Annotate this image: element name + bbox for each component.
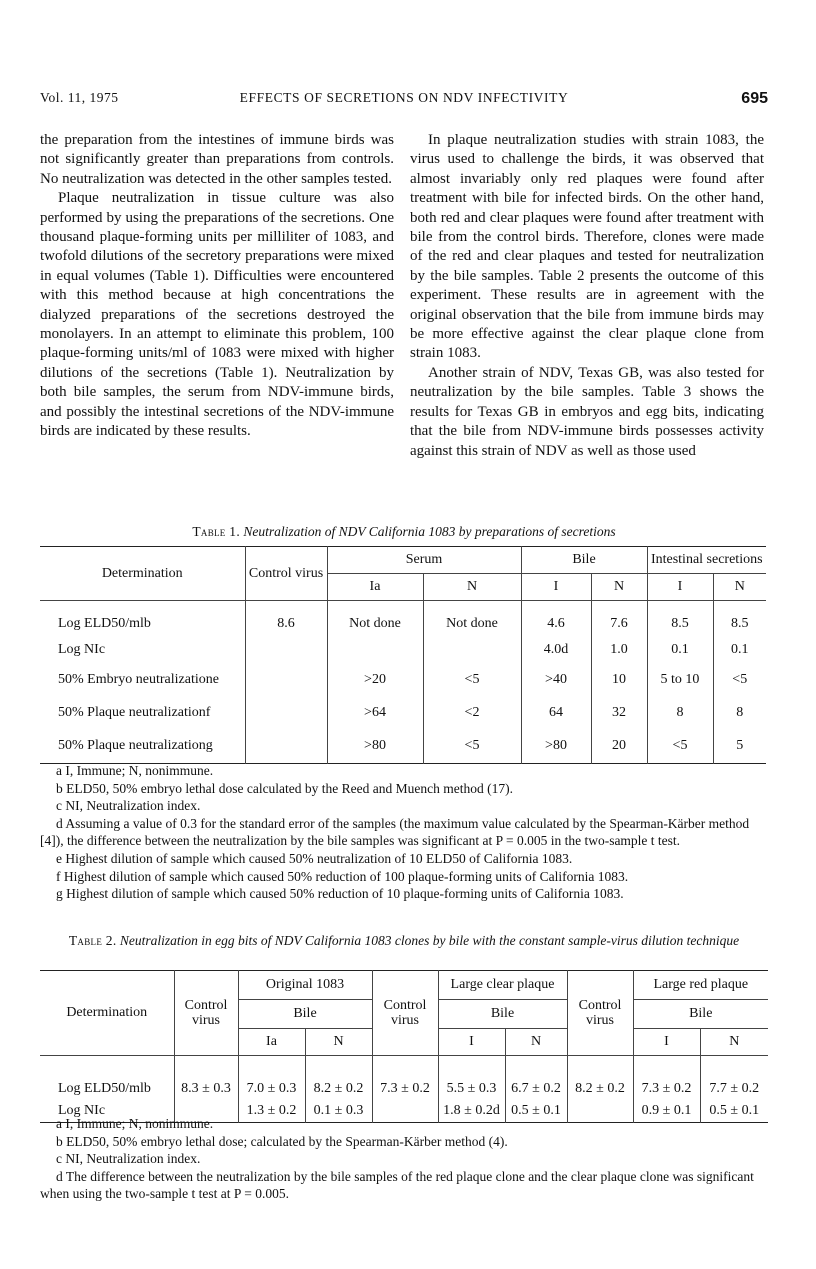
table-row: [40, 637, 766, 663]
subheader-nonimmune: N: [713, 574, 766, 601]
subheader-immune: I: [633, 1029, 700, 1056]
cell: 5: [713, 729, 766, 764]
cell: >80: [521, 729, 591, 764]
col-header-determination: Determination: [40, 971, 174, 1056]
cell: Not done: [327, 611, 423, 637]
table-row: [40, 1078, 768, 1100]
cell: [245, 663, 327, 697]
body-column-left: [40, 131, 394, 442]
cell: 20: [591, 729, 647, 764]
table2-caption: [40, 932, 768, 950]
table1-footnotes: [40, 762, 770, 903]
cell: <5: [423, 663, 521, 697]
footnote: f Highest dilution of sample which caused 50% reduction of 100 plaque-forming units of California 1083.: [56, 868, 629, 884]
col-header-large-clear-plaque: Large clear plaque: [438, 971, 567, 1000]
footnote: e Highest dilution of sample which caused 50% neutralization of 10 ELD50 of California 1083.: [56, 850, 573, 866]
table2-footnotes: [40, 1115, 770, 1203]
cell: [245, 729, 327, 764]
subheader-immune: I: [647, 574, 713, 601]
paragraph: the preparation from the intestines of immune birds was not significantly greater than preparations from controls. No neutralization was detected in the other samples tested.: [40, 132, 394, 187]
cell: 0.1: [713, 637, 766, 663]
cell: 1.0: [591, 637, 647, 663]
row-label: 50% Plaque neutralizationf: [58, 705, 211, 720]
col-header-original-1083: Original 1083: [238, 971, 372, 1000]
cell: 6.7 ± 0.2: [505, 1078, 567, 1100]
paragraph: Another strain of NDV, Texas GB, was also tested for neutralization by the bile samples. Table 3 shows the results for Texas GB in embryos and egg bits, indicating that the bile from NDV-immune birds possesses activity against this strain of NDV as well as those used: [410, 364, 764, 459]
row-label: 50% Embryo neutralizatione: [58, 672, 219, 687]
subheader-immune: I: [521, 574, 591, 601]
cell: 0.1 ± 0.3: [305, 1100, 372, 1123]
cell: 64: [521, 697, 591, 729]
cell: 7.6: [591, 611, 647, 637]
cell: 0.1: [647, 637, 713, 663]
row-label: Log NIc: [58, 642, 106, 657]
col-header-bile: Bile: [521, 547, 647, 574]
cell: [423, 637, 521, 663]
footnote: a I, Immune; N, nonimmune.: [56, 763, 214, 778]
col-header-serum: Serum: [327, 547, 521, 574]
table1-title: Neutralization of NDV California 1083 by preparations of secretions: [243, 524, 616, 539]
subheader-bile: Bile: [633, 1000, 768, 1029]
cell: <5: [713, 663, 766, 697]
cell: 7.7 ± 0.2: [700, 1078, 768, 1100]
cell: 0.9 ± 0.1: [633, 1100, 700, 1123]
subheader-nonimmune: N: [505, 1029, 567, 1056]
cell: >20: [327, 663, 423, 697]
row-label: Log ELD50/mlb: [58, 616, 151, 631]
cell: 8.6: [245, 611, 327, 637]
cell: 10: [591, 663, 647, 697]
table1-caption: [40, 524, 768, 540]
subheader-immune: I: [438, 1029, 505, 1056]
table2-label: Table 2.: [68, 933, 117, 948]
col-header-large-red-plaque: Large red plaque: [633, 971, 768, 1000]
cell: >40: [521, 663, 591, 697]
subheader-bile: Bile: [438, 1000, 567, 1029]
cell: 1.3 ± 0.2: [238, 1100, 305, 1123]
table-row: [40, 697, 766, 729]
cell: <5: [423, 729, 521, 764]
footnote: c NI, Neutralization index.: [56, 798, 201, 814]
cell: [245, 637, 327, 663]
footnote: c NI, Neutralization index.: [56, 1151, 201, 1167]
footnote: g Highest dilution of sample which caused 50% reduction of 10 plaque-forming units of California 1083.: [56, 886, 624, 902]
footnote: b ELD50, 50% embryo lethal dose calculated by the Reed and Muench method (17).: [56, 780, 513, 796]
cell: 8.5: [713, 611, 766, 637]
paragraph: In plaque neutralization studies with strain 1083, the virus used to challenge the birds, it was observed that almost invariably only red plaques were found after treatment with bile for infected birds. On the other hand, both red and clear plaques were found after treatment with bile from the control birds. Therefore, clones were made of the red and clear plaques and tested for neutralization by the bile samples. Table 2 presents the outcome of this experiment. These results are in agreement with the original observation that the bile from immune birds may be more effective against the clear plaque clone from strain 1083.: [410, 132, 764, 362]
table1-label: Table 1.: [192, 524, 240, 539]
footnote: d Assuming a value of 0.3 for the standard error of the samples (the maximum value calculated by the Spearman-Kärber method [4]), the difference between the neutralization by the bile samples was significant at P = 0.005 in the two-sample t test.: [40, 815, 750, 849]
body-column-right: [410, 131, 764, 461]
row-label: Log ELD50/mlb: [58, 1081, 151, 1096]
cell: 8: [713, 697, 766, 729]
col-header-control: Control virus: [567, 971, 633, 1056]
table2: [40, 970, 768, 1123]
cell: 8.5: [647, 611, 713, 637]
footnote: d The difference between the neutralization by the bile samples of the red plaque clone and the clear plaque clone was significant when using the two-sample t test at P = 0.005.: [40, 1168, 754, 1202]
cell: 8: [647, 697, 713, 729]
running-header: [40, 90, 768, 112]
col-header-control: Control virus: [245, 547, 327, 601]
subheader-immune: Ia: [238, 1029, 305, 1056]
subheader-nonimmune: N: [305, 1029, 372, 1056]
cell: [245, 697, 327, 729]
table-row: [40, 663, 766, 697]
cell: <2: [423, 697, 521, 729]
footnote: a I, Immune; N, nonimmune.: [56, 1116, 214, 1131]
cell: 32: [591, 697, 647, 729]
cell: >64: [327, 697, 423, 729]
col-header-intestinal: Intestinal secretions: [647, 547, 766, 574]
table-row: [40, 611, 766, 637]
cell: <5: [647, 729, 713, 764]
cell: 8.2 ± 0.2: [305, 1078, 372, 1100]
table1: [40, 546, 766, 764]
row-label: 50% Plaque neutralizationg: [58, 738, 213, 753]
subheader-nonimmune: N: [423, 574, 521, 601]
cell: 7.0 ± 0.3: [238, 1078, 305, 1100]
footnote: b ELD50, 50% embryo lethal dose; calculated by the Spearman-Kärber method (4).: [56, 1133, 508, 1149]
journal-volume: Vol. 11, 1975: [40, 90, 119, 105]
cell: 4.0d: [521, 637, 591, 663]
cell: 5 to 10: [647, 663, 713, 697]
row-label: Log NIc: [58, 1103, 106, 1118]
cell: 1.8 ± 0.2d: [438, 1100, 505, 1123]
cell: 8.3 ± 0.3: [174, 1078, 238, 1100]
cell: 0.5 ± 0.1: [505, 1100, 567, 1123]
paragraph: Plaque neutralization in tissue culture was also performed by using the preparations of the secretions. One thousand plaque-forming units per milliliter of 1083, and twofold dilutions of the secretory preparations were mixed in equal volumes (Table 1). Difficulties were encountered with this method because at high concentrations the dialyzed preparations of the secretions destroyed the monolayers. In an attempt to eliminate this problem, 100 plaque-forming units/ml of 1083 were mixed with higher dilutions of the secretions (Table 1). Neutralization by both bile samples, the serum from NDV-immune birds, and possibly the intestinal secretions of the NDV-immune birds are indicated by these results.: [40, 190, 394, 440]
subheader-nonimmune: N: [700, 1029, 768, 1056]
col-header-control: Control virus: [372, 971, 438, 1056]
page-number: 695: [741, 90, 768, 107]
subheader-nonimmune: N: [591, 574, 647, 601]
cell: 7.3 ± 0.2: [633, 1078, 700, 1100]
cell: Not done: [423, 611, 521, 637]
cell: >80: [327, 729, 423, 764]
col-header-control: Control virus: [174, 971, 238, 1056]
cell: 7.3 ± 0.2: [372, 1078, 438, 1100]
cell: [327, 637, 423, 663]
table2-title: Neutralization in egg bits of NDV California 1083 clones by bile with the constant sample-virus dilution technique: [119, 933, 740, 948]
running-title: EFFECTS OF SECRETIONS ON NDV INFECTIVITY: [239, 90, 569, 105]
cell: 8.2 ± 0.2: [567, 1078, 633, 1100]
table-row: [40, 729, 766, 764]
cell: 0.5 ± 0.1: [700, 1100, 768, 1123]
cell: 4.6: [521, 611, 591, 637]
cell: 5.5 ± 0.3: [438, 1078, 505, 1100]
subheader-immune: Ia: [327, 574, 423, 601]
subheader-bile: Bile: [238, 1000, 372, 1029]
col-header-determination: Determination: [40, 547, 245, 601]
